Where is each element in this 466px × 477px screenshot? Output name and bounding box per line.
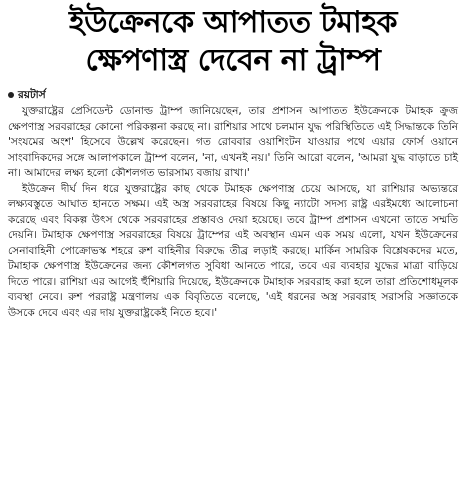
article-body	[8, 104, 458, 321]
paragraph-1: যুক্তরাষ্ট্রের প্রেসিডেন্ট ডোনাল্ড ট্রাম্প জানিয়েছেন, তার প্রশাসন আপাতত ইউক্রেনকে টমাহক ক্রুজ ক্ষেপণাস্ত্র সরবরাহের কোনো পরিকল্পনা করছে না। রাশিয়ার সাথে চলমান যুদ্ধ পরিস্থিতিতে এই সিদ্ধান্তকে তিনি 'সংযমের অংশ' হিসেবে উল্লেখ করেছেন। গত রোববার ওয়াশিংটন যাওয়ার পথে এয়ার ফোর্স ওয়ানে সাংবাদিকদের সঙ্গে আলাপকালে ট্রাম্প বলেন, 'না, এখনই নয়।' তিনি আরো বলেন, 'আমরা যুদ্ধ বাড়াতে চাই না। আমাদের লক্ষ্য হলো কৌশলগত ভারসাম্য বজায় রাখা।'	[8, 105, 458, 179]
bullet-icon	[8, 92, 14, 98]
byline-source: রয়টার্স	[18, 89, 46, 101]
paragraph-2: ইউক্রেন দীর্ঘ দিন ধরে যুক্তরাষ্ট্রের কাছ থেকে টমাহক ক্ষেপণাস্ত্র চেয়ে আসছে, যা রাশিয়ার অভ্যন্তরে লক্ষ্যবস্তুতে আঘাত হানতে সক্ষম। এই অস্ত্র সরবরাহের বিষয়ে কিছু ন্যাটো সদস্য রাষ্ট্র এরইমধ্যে আলোচনা করেছে এবং বিকল্প উৎস থেকে সরবরাহের প্রস্তাবও দেয়া হয়েছে। তবে ট্রাম্প প্রশাসন এখনো তাতে সম্মতি দেয়নি। টমাহাক ক্ষেপণাস্ত্র সরবরাহের বিষয়ে ট্রাম্পের এই অবস্থান এমন এক সময় এলো, যখন ইউক্রেনের সেনাবাহিনী পোক্রোভস্ক শহরে রুশ বাহিনীর বিরুদ্ধে তীব্র লড়াই করছে। মার্কিন সামরিক বিশ্লেষকদের মতে, টমাহাক ক্ষেপণাস্ত্র ইউক্রেনের জন্য কৌশলগত সুবিধা আনতে পারে, তবে এর ব্যবহার যুদ্ধের মাত্রা বাড়িয়ে দিতে পারে। রাশিয়া এর আগেই হুঁশিয়ারি দিয়েছে, ইউক্রেনকে টমাহাক সরবরাহ করা হলে তারা প্রতিশোধমূলক ব্যবস্থা নেবে। রুশ পররাষ্ট্র মন্ত্রণালয় এক বিবৃতিতে বলেছে, 'এই ধরনের অস্ত্র সরবরাহ সরাসরি সজ্ঞাতকে উসকে দেবে এবং এর দায় যুক্তরাষ্ট্রকেই নিতে হবে।'	[8, 182, 458, 319]
headline	[8, 4, 458, 80]
byline	[8, 88, 458, 102]
headline-line-2: ক্ষেপণাস্ত্র দেবেন না ট্রাম্প	[85, 43, 381, 78]
headline-line-1: ইউক্রেনকে আপাতত টমাহক	[69, 5, 397, 40]
